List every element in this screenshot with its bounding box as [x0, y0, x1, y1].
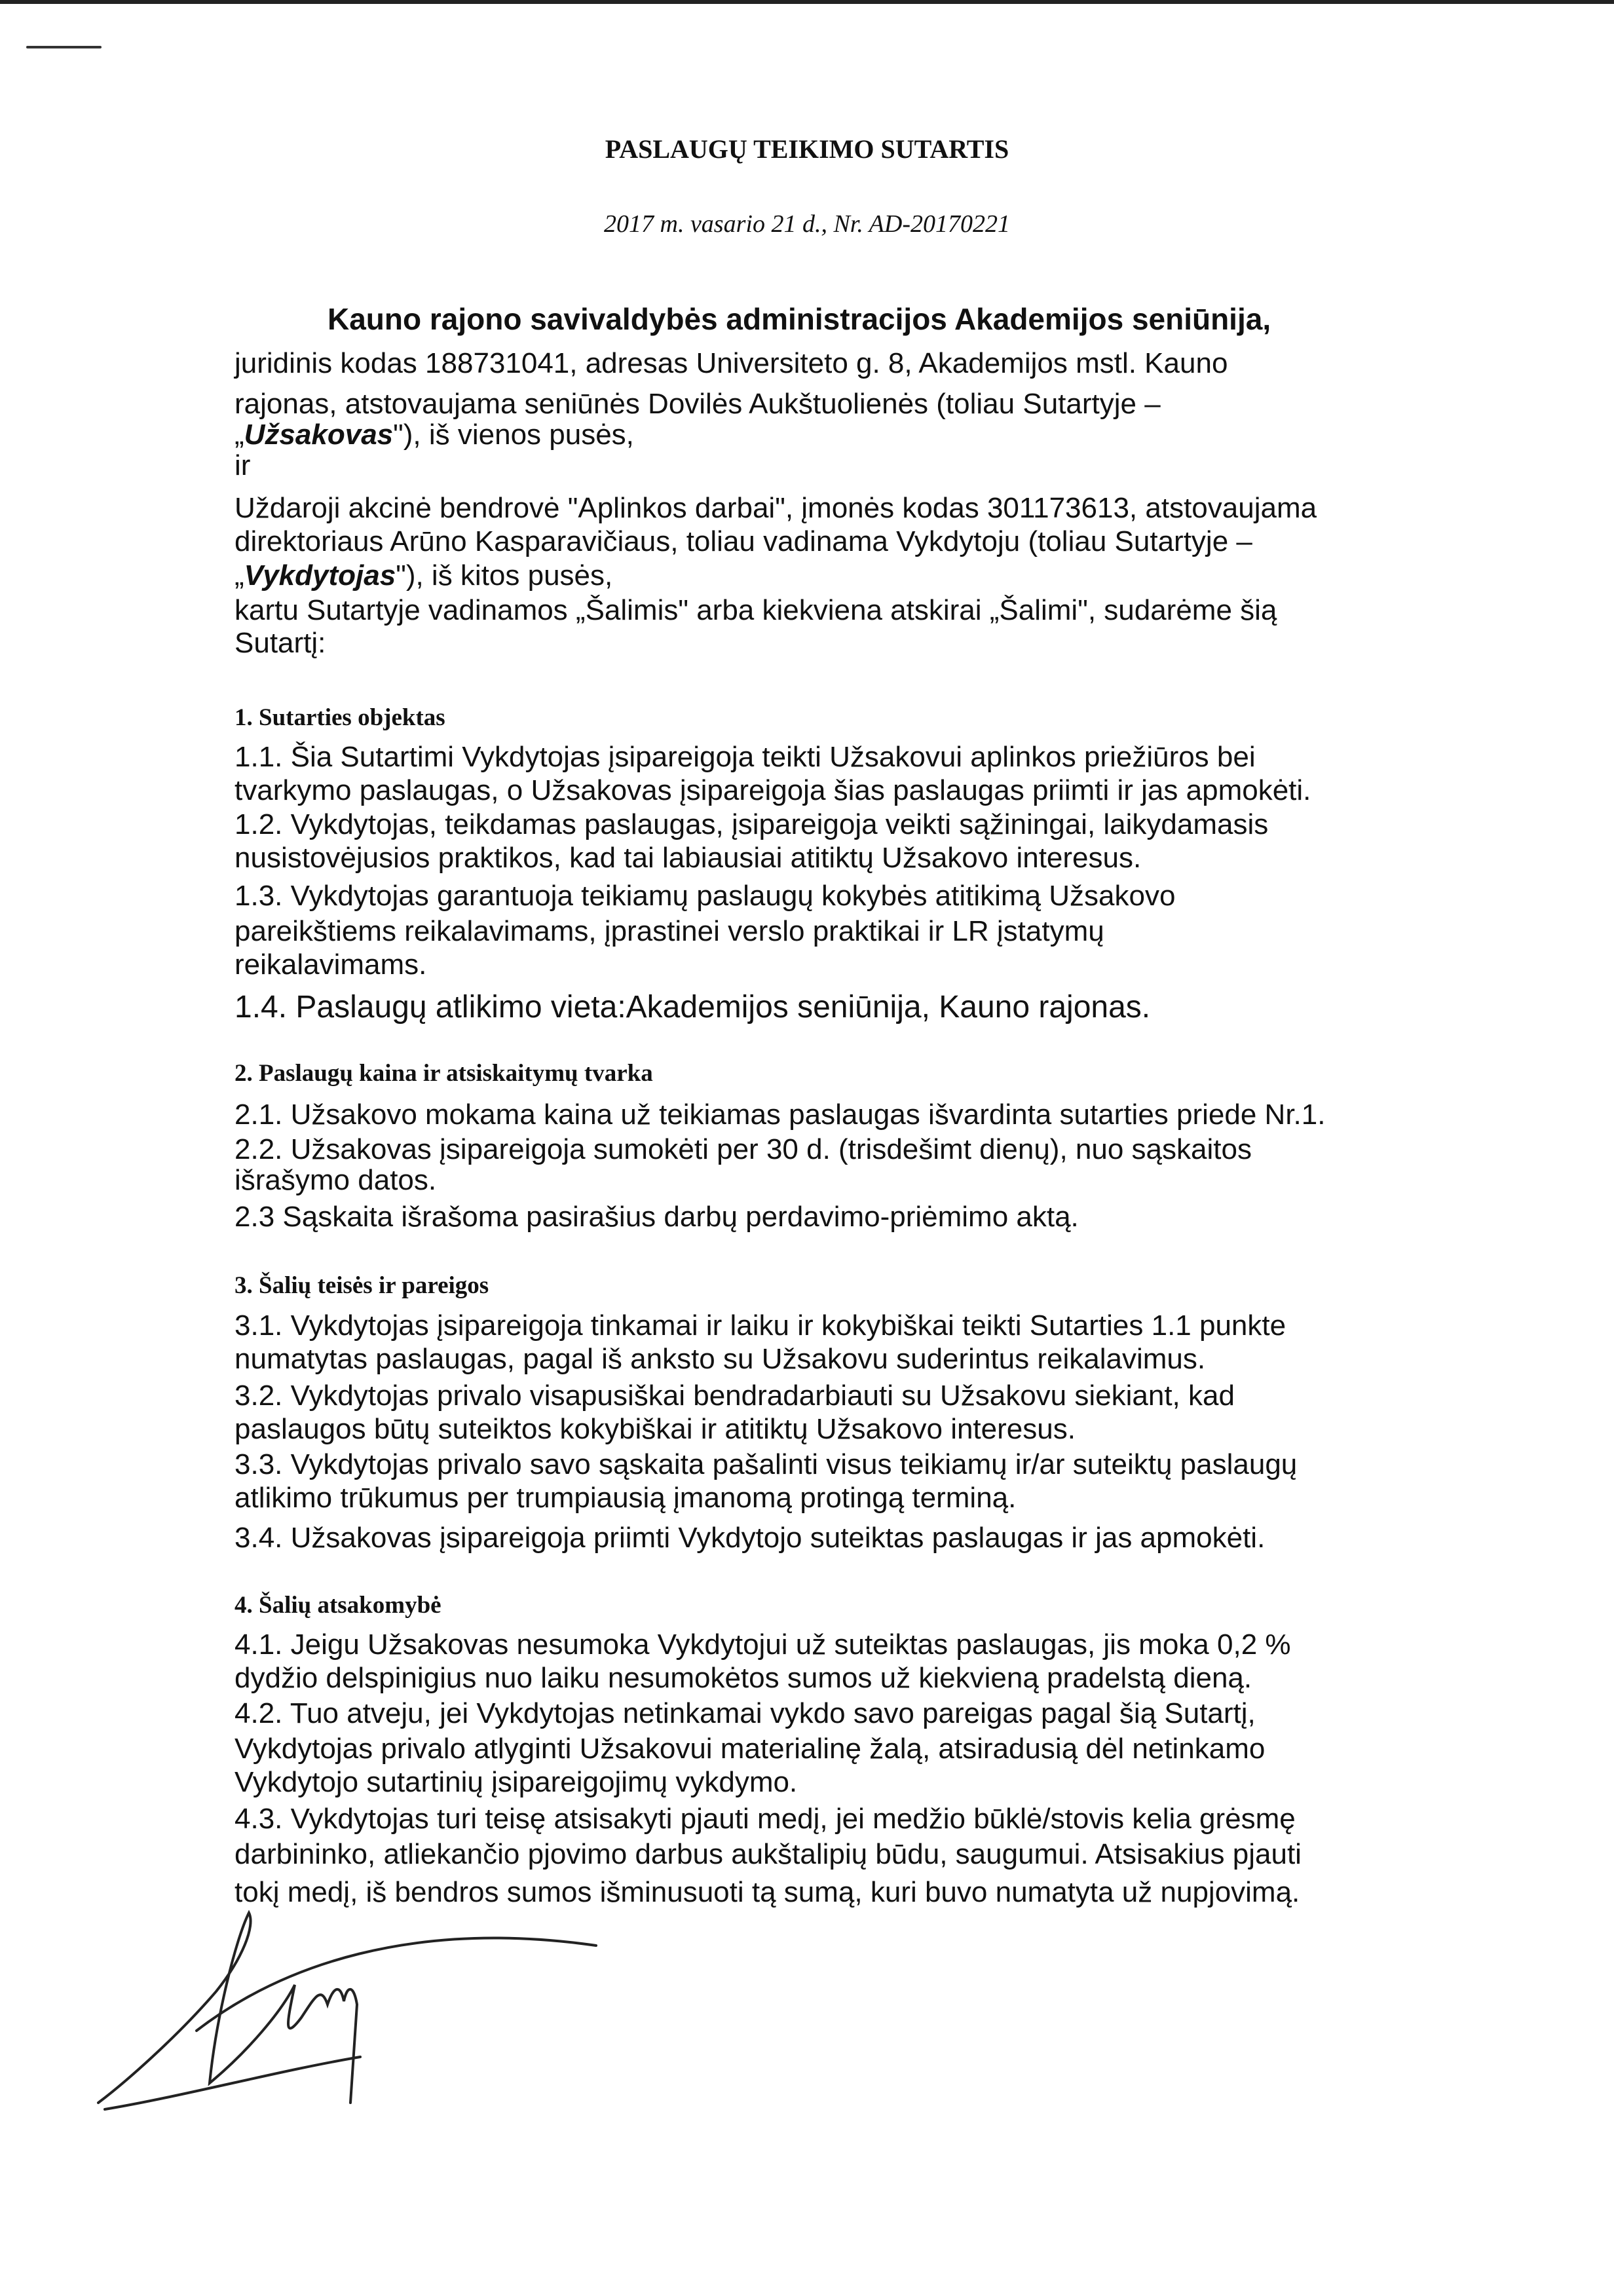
clause-line: darbininko, atliekančio pjovimo darbus aukštalipių būdu, saugumui. Atsisakius pjauti	[235, 1838, 1302, 1870]
signature	[85, 1887, 622, 2122]
party-text: rajonas, atstovaujama seniūnės Dovilės Aukštuolienės (toliau Sutartyje –	[235, 388, 1161, 420]
clause-line: 1.4. Paslaugų atlikimo vieta:Akademijos seniūnija, Kauno rajonas.	[235, 990, 1151, 1025]
clause-line: 3.3. Vykdytojas privalo savo sąskaita pašalinti visus teikiamų ir/ar suteiktų paslaugų	[235, 1448, 1298, 1480]
clause-line: numatytas paslaugas, pagal iš anksto su Užsakovu suderintus reikalavimus.	[235, 1343, 1206, 1375]
clause-line: Vykdytojas privalo atlyginti Užsakovui materialinę žalą, atsiradusią dėl netinkamo	[235, 1733, 1266, 1765]
clause-line: nusistovėjusios praktikos, kad tai labiausiai atitiktų Užsakovo interesus.	[235, 842, 1142, 874]
clause-line: 3.4. Užsakovas įsipareigoja priimti Vykdytojo suteiktas paslaugas ir jas apmokėti.	[235, 1522, 1266, 1554]
document-title: PASLAUGŲ TEIKIMO SUTARTIS	[605, 134, 1009, 164]
quote: „	[235, 559, 244, 592]
section-heading: 1. Sutarties objektas	[235, 704, 445, 731]
clause-line: atlikimo trūkumus per trumpiausią įmanomą protingą terminą.	[235, 1482, 1017, 1514]
party-text: kartu Sutartyje vadinamos „Šalimis" arba kiekviena atskirai „Šalimi", sudarėme šią	[235, 594, 1277, 626]
clause-line: 4.3. Vykdytojas turi teisę atsisakyti pjauti medį, jei medžio būklė/stovis kelia grėsmę	[235, 1803, 1296, 1835]
quote: „	[235, 419, 244, 451]
clause-line: dydžio delspinigius nuo laiku nesumokėtos sumos už kiekvieną pradelstą dieną.	[235, 1662, 1252, 1694]
clause-line: 1.2. Vykdytojas, teikdamas paslaugas, įsipareigoja veikti sąžiningai, laikydamasis	[235, 808, 1269, 840]
clause-line: 3.2. Vykdytojas privalo visapusiškai bendradarbiauti su Užsakovu siekiant, kad	[235, 1380, 1235, 1412]
scan-edge	[0, 0, 1614, 4]
section-heading: 2. Paslaugų kaina ir atsiskaitymų tvarka	[235, 1060, 653, 1087]
clause-line: tvarkymo paslaugas, o Užsakovas įsipareigoja šias paslaugas priimti ir jas apmokėti.	[235, 774, 1311, 806]
clause-line: 2.2. Užsakovas įsipareigoja sumokėti per 30 d. (trisdešimt dienų), nuo sąskaitos	[235, 1133, 1252, 1165]
contractor-role: Vykdytojas	[244, 559, 396, 592]
clause-line: Vykdytojo sutartinių įsipareigojimų vykdymo.	[235, 1766, 798, 1798]
customer-name: Kauno rajono savivaldybės administracijos Akademijos seniūnija,	[328, 302, 1271, 336]
party-text	[235, 419, 634, 451]
section-heading: 3. Šalių teisės ir pareigos	[235, 1272, 489, 1299]
section-heading: 4. Šalių atsakomybė	[235, 1592, 441, 1619]
pen-mark	[26, 46, 102, 48]
party-text	[235, 559, 612, 592]
clause-line: 1.1. Šia Sutartimi Vykdytojas įsipareigoja teikti Užsakovui aplinkos priežiūros bei	[235, 741, 1256, 773]
clause-line: tokį medį, iš bendros sumos išminusuoti tą sumą, kuri buvo numatyta už nupjovimą.	[235, 1876, 1300, 1908]
document-date-number: 2017 m. vasario 21 d., Nr. AD-20170221	[604, 210, 1010, 238]
party-text: juridinis kodas 188731041, adresas Universiteto g. 8, Akademijos mstl. Kauno	[235, 347, 1228, 379]
clause-line: pareikštiems reikalavimams, įprastinei verslo praktikai ir LR įstatymų	[235, 915, 1104, 947]
party-text-rest: "), iš vienos pusės,	[393, 419, 634, 451]
clause-line: 2.1. Užsakovo mokama kaina už teikiamas paslaugas išvardinta sutarties priede Nr.1.	[235, 1099, 1326, 1131]
clause-line: išrašymo datos.	[235, 1164, 437, 1196]
party-text: ir	[235, 449, 251, 481]
clause-line: 4.1. Jeigu Užsakovas nesumoka Vykdytojui už suteiktas paslaugas, jis moka 0,2 %	[235, 1628, 1291, 1661]
clause-line: 2.3 Sąskaita išrašoma pasirašius darbų perdavimo-priėmimo aktą.	[235, 1201, 1079, 1233]
party-text-rest: "), iš kitos pusės,	[396, 559, 613, 592]
clause-line: 1.3. Vykdytojas garantuoja teikiamų paslaugų kokybės atitikimą Užsakovo	[235, 880, 1176, 912]
party-text: Uždaroji akcinė bendrovė "Aplinkos darbai", įmonės kodas 301173613, atstovaujama	[235, 492, 1317, 524]
clause-line: paslaugos būtų suteiktos kokybiškai ir atitiktų Užsakovo interesus.	[235, 1413, 1076, 1445]
party-text: Sutartį:	[235, 627, 326, 659]
clause-line: reikalavimams.	[235, 949, 427, 981]
customer-role: Užsakovas	[244, 419, 394, 451]
clause-line: 3.1. Vykdytojas įsipareigoja tinkamai ir laiku ir kokybiškai teikti Sutarties 1.1 punkte	[235, 1309, 1286, 1342]
clause-line: 4.2. Tuo atveju, jei Vykdytojas netinkamai vykdo savo pareigas pagal šią Sutartį,	[235, 1697, 1256, 1729]
party-text: direktoriaus Arūno Kasparavičiaus, toliau vadinama Vykdytoju (toliau Sutartyje –	[235, 525, 1252, 557]
